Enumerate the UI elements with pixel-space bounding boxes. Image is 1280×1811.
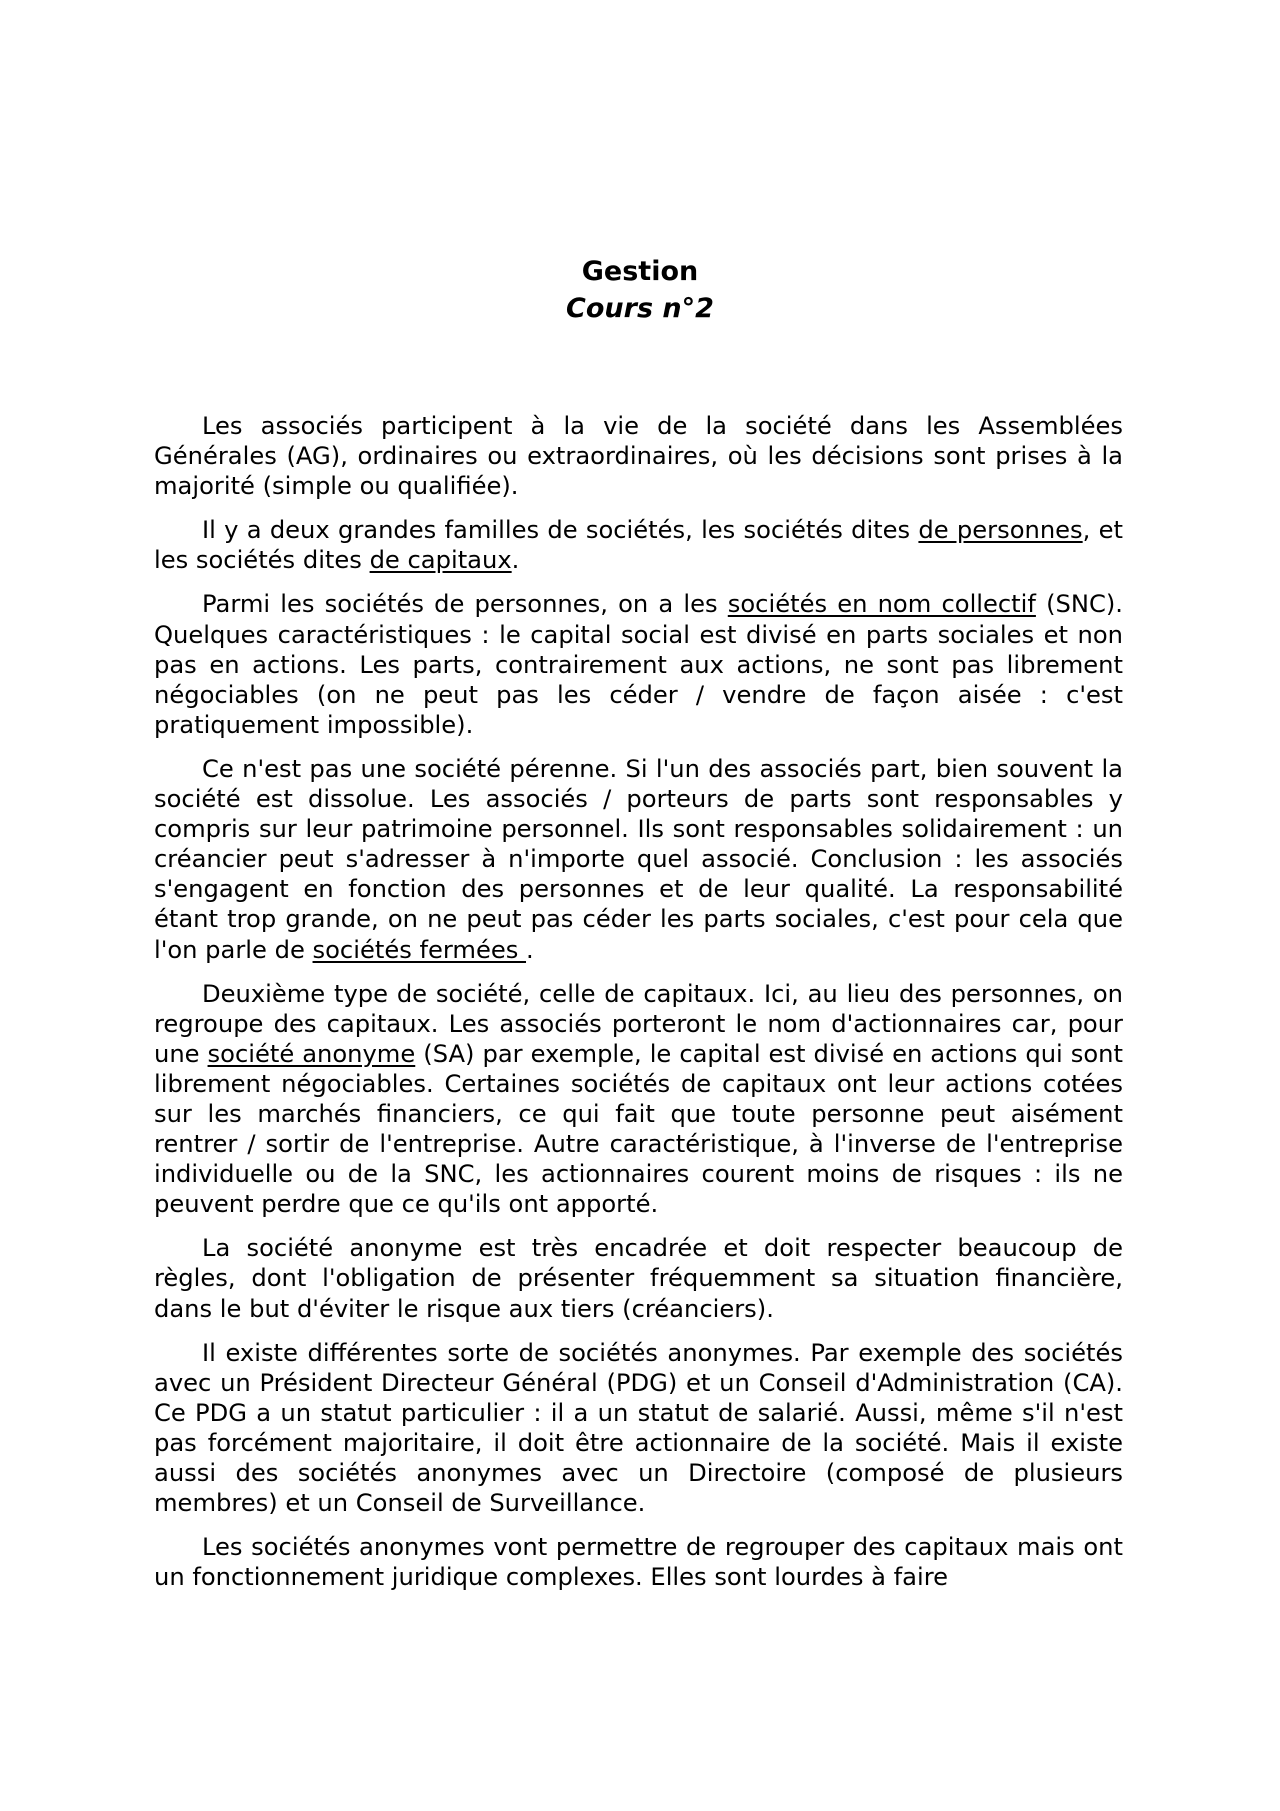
paragraph-4 bbox=[154, 754, 1123, 965]
paragraph-2-text-before: Il y a deux grandes familles de sociétés, les sociétés dites bbox=[202, 516, 919, 545]
paragraph-3-text-before: Parmi les sociétés de personnes, on a les bbox=[202, 590, 728, 619]
term-societes-en-nom-collectif: sociétés en nom collectif bbox=[727, 590, 1036, 619]
paragraph-6: La société anonyme est très encadrée et doit respecter beaucoup de règles, dont l'obligation de présenter fréquemment sa situation financière, dans le but d'éviter le risque aux tiers (créanciers). bbox=[154, 1234, 1123, 1323]
paragraph-5-text-before: Deuxième type de société, celle de capitaux. Ici, au lieu des personnes, on regroupe des capitaux. Les associés porteront le nom d'actionnaires car, pour une bbox=[154, 979, 1123, 1068]
paragraph-1: Les associés participent à la vie de la société dans les Assemblées Générales (AG), ordinaires ou extraordinaires, où les décisions sont prises à la majorité (simple ou qualifiée). bbox=[154, 412, 1123, 501]
term-societes-fermees: sociétés fermées bbox=[312, 935, 527, 964]
paragraph-4-text-after: . bbox=[526, 935, 534, 964]
paragraph-3-text-after: (SNC). Quelques caractéristiques : le capital social est divisé en parts sociales et non pas en actions. Les parts, contrairement aux actions, ne sont pas librement négociables (on ne peut pas les céder / vendre de façon aisée : c'est pratiquement impossible). bbox=[154, 590, 1123, 739]
paragraph-2-text-middle: , et les sociétés dites bbox=[154, 516, 1123, 575]
document-header bbox=[0, 253, 1280, 327]
paragraph-2 bbox=[154, 515, 1123, 575]
paragraph-7: Il existe différentes sorte de sociétés anonymes. Par exemple des sociétés avec un Président Directeur Général (PDG) et un Conseil d'Administration (CA). Ce PDG a un statut particulier : il a un statut de salarié. Aussi, même s'il n'est pas forcément majoritaire, il doit être actionnaire de la société. Mais il existe aussi des sociétés anonymes avec un Directoire (composé de plusieurs membres) et un Conseil de Surveillance. bbox=[154, 1338, 1123, 1518]
term-societe-anonyme: société anonyme bbox=[207, 1039, 416, 1068]
paragraph-5 bbox=[154, 979, 1123, 1220]
term-societes-de-personnes: de personnes bbox=[918, 516, 1083, 545]
document-body bbox=[154, 411, 1123, 1592]
paragraph-5-text-after: (SA) par exemple, le capital est divisé en actions qui sont librement négociables. Certaines sociétés de capitaux ont leur actions cotées sur les marchés financiers, ce qui fait que toute personne peut aisément rentrer / sortir de l'entreprise. Autre caractéristique, à l'inverse de l'entreprise individuelle ou de la SNC, les actionnaires courent moins de risques : ils ne peuvent perdre que ce qu'ils ont apporté. bbox=[154, 1039, 1123, 1219]
paragraph-3 bbox=[154, 589, 1123, 739]
paragraph-4-text-before: Ce n'est pas une société pérenne. Si l'un des associés part, bien souvent la société est dissolue. Les associés / porteurs de parts sont responsables y compris sur leur patrimoine personnel. Ils sont responsables solidairement : un créancier peut s'adresser à n'importe quel associé. Conclusion : les associés s'engagent en fonction des personnes et de leur qualité. La responsabilité étant trop grande, on ne peut pas céder les parts sociales, c'est pour cela que l'on parle de bbox=[154, 754, 1123, 964]
paragraph-2-text-after: . bbox=[511, 546, 520, 575]
document-title: Gestion bbox=[581, 256, 699, 287]
term-societes-de-capitaux: de capitaux bbox=[369, 546, 512, 575]
document-subtitle: Cours n°2 bbox=[566, 293, 714, 324]
paragraph-8: Les sociétés anonymes vont permettre de regrouper des capitaux mais ont un fonctionnement juridique complexes. Elles sont lourdes à faire bbox=[154, 1533, 1123, 1592]
